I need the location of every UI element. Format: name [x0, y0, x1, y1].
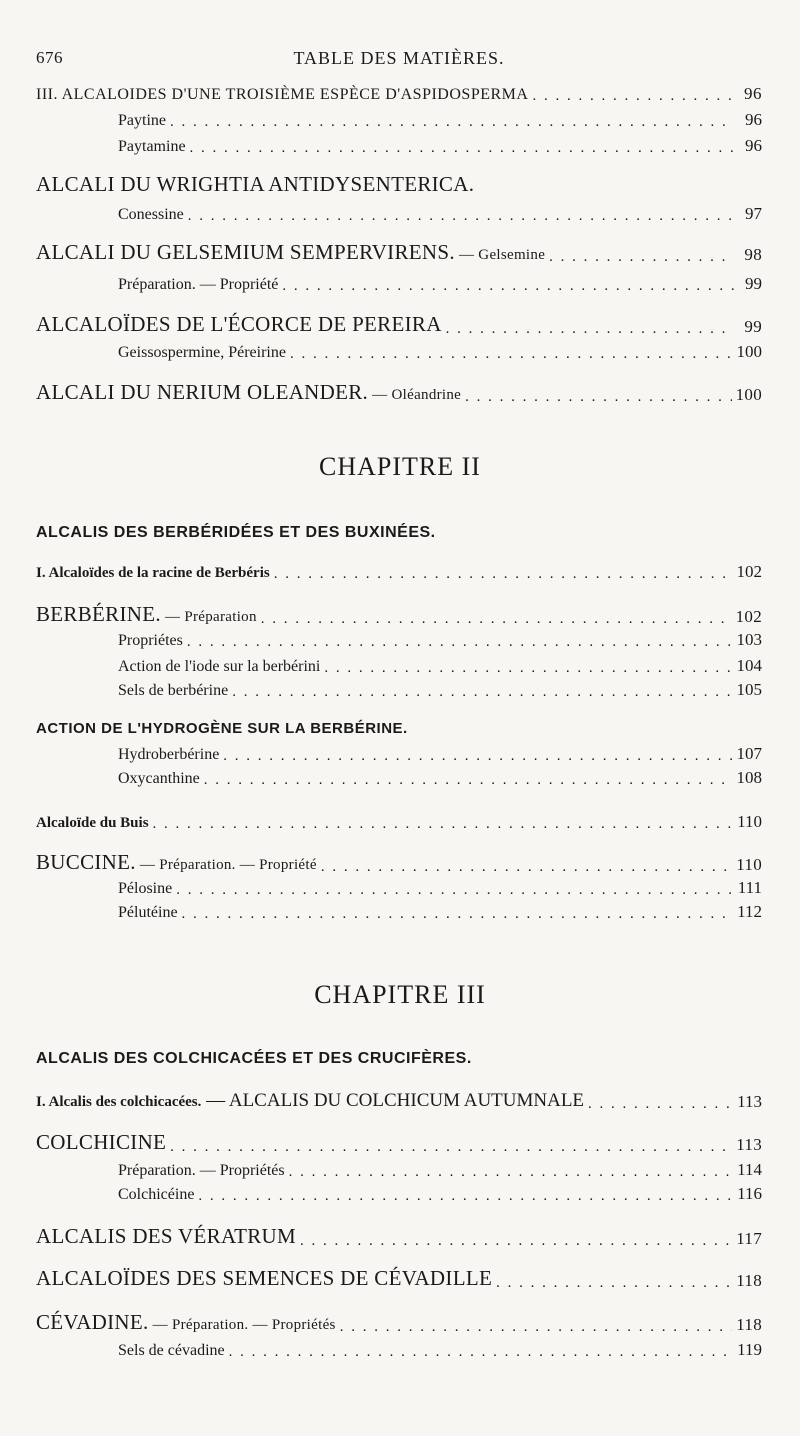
toc-entry	[118, 744, 762, 764]
leader-dots	[170, 1140, 732, 1155]
toc-entry-label: BERBÉRINE.	[36, 602, 161, 626]
toc-entry	[36, 380, 762, 405]
toc-entry-page: 108	[736, 768, 762, 787]
toc-entry	[118, 1184, 762, 1204]
toc-entry-label: ALCALOÏDES DE L'ÉCORCE DE PEREIRA	[36, 312, 442, 336]
toc-entry	[36, 1224, 762, 1249]
toc-entry-label: I. Alcalis des colchicacées.	[36, 1094, 202, 1110]
toc-entry-page: 114	[737, 1160, 762, 1179]
toc-entry-tail: — Oléandrine	[368, 387, 462, 403]
toc-entry	[118, 274, 762, 294]
toc-entry-page: 118	[736, 1271, 762, 1290]
toc-entry-page: 102	[735, 607, 762, 626]
toc-entry	[118, 136, 762, 156]
toc-entry-label: Propriétes	[118, 632, 183, 649]
chapter-heading: CHAPITRE III	[314, 980, 486, 1009]
toc-entry-page: 111	[737, 878, 762, 897]
toc-entry-page: 99	[744, 317, 762, 336]
toc-entry	[118, 110, 762, 130]
toc-entry-label: Sels de cévadine	[118, 1342, 225, 1359]
leader-dots	[532, 89, 734, 104]
toc-entry-label: ALCALI DU WRIGHTIA ANTIDYSENTERICA.	[36, 172, 475, 196]
toc-entry-tail: — Gelsemine	[454, 247, 546, 263]
toc-entry-page: 117	[736, 1229, 762, 1248]
leader-dots	[188, 209, 734, 224]
page-header	[36, 48, 762, 72]
leader-dots	[446, 322, 734, 337]
toc-entry-label: Pélutéine	[118, 904, 178, 921]
toc-entry	[118, 878, 762, 898]
toc-entry	[36, 1130, 762, 1155]
leader-dots	[204, 773, 733, 788]
leader-dots	[588, 1097, 733, 1112]
toc-entry-page: 119	[737, 1340, 762, 1359]
toc-entry-label: Action de l'iode sur la berbérini	[118, 658, 321, 675]
running-title: TABLE DES MATIÈRES.	[293, 48, 505, 68]
toc-entry-page: 96	[744, 84, 762, 103]
toc-entry	[36, 1090, 762, 1112]
leader-dots	[153, 817, 734, 832]
toc-entry-page: 96	[745, 136, 762, 155]
toc-entry-label: Geissospermine, Péreirine	[118, 344, 286, 361]
toc-entry-tail: — Préparation	[160, 609, 257, 625]
leader-dots	[232, 685, 732, 700]
toc-entry-page: 96	[745, 110, 762, 129]
toc-entry-tail: — ALCALIS DU COLCHICUM AUTUMNALE	[201, 1090, 585, 1111]
toc-entry-page: 107	[736, 744, 762, 763]
toc-entry-label: Sels de berbérine	[118, 682, 229, 699]
leader-dots	[190, 141, 734, 156]
page-number: 676	[36, 48, 63, 67]
toc-entry-page: 103	[736, 630, 762, 649]
toc-entry-label: III. ALCALOIDES D'UNE TROISIÈME ESPÈCE D'ASPIDOSPERMA	[36, 86, 529, 103]
toc-entry-label: I. Alcaloïdes de la racine de Berbéris	[36, 565, 270, 581]
toc-entry	[118, 656, 762, 676]
toc-entry-tail: — Préparation. — Propriétés	[148, 1317, 336, 1333]
toc-entry	[36, 562, 762, 582]
leader-dots	[465, 390, 731, 405]
toc-entry	[118, 1340, 762, 1360]
leader-dots	[223, 749, 732, 764]
toc-entry-page: 100	[736, 342, 762, 361]
toc-entry-label: ALCALI DU NERIUM OLEANDER.	[36, 380, 369, 404]
toc-entry	[118, 342, 762, 362]
toc-entry-page: 98	[744, 245, 762, 264]
leader-dots	[321, 860, 732, 875]
leader-dots	[176, 883, 734, 898]
leader-dots	[170, 115, 734, 130]
toc-entry-label: Pélosine	[118, 880, 173, 897]
toc-entry	[36, 812, 762, 832]
toc-entry-label: Paytine	[118, 112, 166, 129]
toc-entry	[36, 312, 762, 337]
toc-entry	[36, 240, 762, 265]
leader-dots	[324, 661, 732, 676]
toc-entry	[36, 172, 762, 197]
toc-entry-page: 104	[736, 656, 762, 675]
leader-dots	[496, 1276, 732, 1291]
toc-entry	[118, 768, 762, 788]
subsection-heading: ACTION DE L'HYDROGÈNE SUR LA BERBÉRINE.	[36, 720, 408, 737]
leader-dots	[198, 1189, 733, 1204]
toc-entry-label: ALCALIS DES VÉRATRUM	[36, 1224, 296, 1248]
toc-entry-label: Colchicéine	[118, 1186, 195, 1203]
toc-entry-label: Paytamine	[118, 138, 186, 155]
leader-dots	[274, 567, 733, 582]
toc-entry-label: Oxycanthine	[118, 770, 200, 787]
toc-entry-label: ALCALI DU GELSEMIUM SEMPERVIRENS.	[36, 240, 455, 264]
leader-dots	[229, 1345, 734, 1360]
toc-entry-label: Hydroberbérine	[118, 746, 220, 763]
toc-entry-label: Préparation. — Propriété	[118, 276, 279, 293]
leader-dots	[549, 250, 734, 265]
toc-entry	[36, 850, 762, 875]
toc-entry-page: 100	[735, 385, 762, 404]
toc-entry-label: Conessine	[118, 206, 184, 223]
section-heading: ALCALIS DES COLCHICACÉES ET DES CRUCIFÈRES.	[36, 1050, 472, 1067]
leader-dots	[290, 347, 733, 362]
toc-entry-label: Préparation. — Propriétés	[118, 1162, 285, 1179]
toc-entry	[118, 630, 762, 650]
section-heading: ALCALIS DES BERBÉRIDÉES ET DES BUXINÉES.	[36, 524, 436, 541]
toc-entry-page: 113	[736, 1135, 762, 1154]
toc-entry	[36, 1310, 762, 1335]
toc-entry-page: 99	[745, 274, 762, 293]
leader-dots	[289, 1165, 734, 1180]
toc-entry	[118, 1160, 762, 1180]
chapter-heading: CHAPITRE II	[319, 452, 481, 481]
leader-dots	[182, 907, 734, 922]
toc-entry	[36, 1266, 762, 1291]
toc-entry	[118, 204, 762, 224]
leader-dots	[261, 612, 732, 627]
toc-entry-page: 105	[736, 680, 762, 699]
toc-entry-label: Alcaloïde du Buis	[36, 815, 149, 831]
toc-entry	[118, 680, 762, 700]
toc-entry-label: BUCCINE.	[36, 850, 136, 874]
toc-entry-label: ALCALOÏDES DES SEMENCES DE CÉVADILLE	[36, 1266, 493, 1290]
toc-entry-page: 102	[736, 562, 762, 581]
toc-entry-page: 110	[736, 855, 762, 874]
toc-entry-page: 112	[737, 902, 762, 921]
toc-entry	[36, 84, 762, 104]
toc-entry-page: 113	[737, 1092, 762, 1111]
toc-entry-tail: — Préparation. — Propriété	[135, 857, 317, 873]
toc-entry-label: COLCHICINE	[36, 1130, 167, 1154]
toc-entry-page: 110	[737, 812, 762, 831]
leader-dots	[340, 1320, 733, 1335]
toc-entry-page: 97	[745, 204, 762, 223]
toc-entry-page: 116	[737, 1184, 762, 1203]
leader-dots	[300, 1234, 732, 1249]
leader-dots	[282, 279, 734, 294]
toc-entry-page: 118	[736, 1315, 762, 1334]
leader-dots	[187, 635, 733, 650]
toc-entry	[36, 602, 762, 627]
toc-entry	[118, 902, 762, 922]
toc-entry-label: CÉVADINE.	[36, 1310, 149, 1334]
